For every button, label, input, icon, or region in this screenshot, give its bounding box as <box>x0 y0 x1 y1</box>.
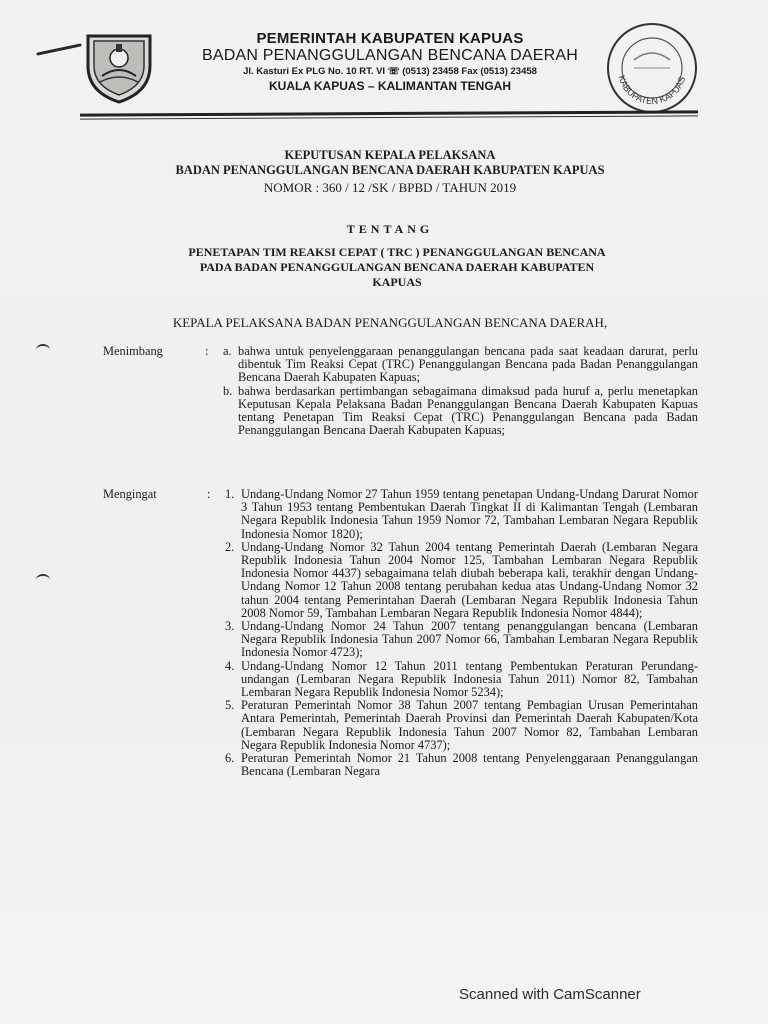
letterhead <box>190 30 590 93</box>
pen-mark <box>36 43 82 55</box>
decree-title <box>100 148 680 195</box>
item-marker: 5. <box>225 698 235 713</box>
decree-subject-line3: KAPUAS <box>372 275 422 289</box>
svg-text:KABUPATEN KAPUAS: KABUPATEN KAPUAS <box>616 74 688 107</box>
item-marker: b. <box>223 383 233 398</box>
item-text: Undang-Undang Nomor 32 Tahun 2004 tentang Pemerintah Daerah (Lembaran Negara Republik Indonesia Tahun 2004 Nomor 125, Tambahan Lembaran Negara Republik Indonesia Nomor 4437) sebagaimana telah diubah beberapa kali, terakhir dengan Undang-Undang Nomor 12 Tahun 2008 tentang perubahan kedua atas Undang-Undang Nomor 32 tahun 2004 tentang Pemerintahan Daerah (Lembaran Negara Republik Indonesia Tahun 2008 Nomor 59, Tambahan Lembaran Negara Republik Indonesia Nomor 4844); <box>241 539 698 620</box>
bpbd-stamp-logo <box>604 20 700 116</box>
decree-subject <box>112 245 682 290</box>
decree-subject-line2: PADA BADAN PENANGGULANGAN BENCANA DAERAH KABUPATEN <box>199 260 595 274</box>
letterhead-address: Jl. Kasturi Ex PLG No. 10 RT. VI ☏ (0513) 23458 Fax (0513) 23458 <box>243 66 537 77</box>
decree-title-line2: BADAN PENANGGULANGAN BENCANA DAERAH KABUPATEN KAPUAS <box>175 163 605 177</box>
decree-number: NOMOR : 360 / 12 /SK / BPBD / TAHUN 2019 <box>263 180 517 195</box>
punch-hole-mark <box>36 344 50 356</box>
tentang-heading: TENTANG <box>346 222 434 236</box>
decree-subject-line1: PENETAPAN TIM REAKSI CEPAT ( TRC ) PENANGGULANGAN BENCANA <box>188 245 606 259</box>
item-text: Peraturan Pemerintah Nomor 38 Tahun 2007 tentang Pembagian Urusan Pemerintahan Antara Pemerintah, Pemerintah Daerah Provinsi dan Pemerintah Daerah Kabupaten/Kota (Lembaran Negara Republik Indonesia Tahun 2007 Nomor 82, Tambahan Lembaran Negara Republik Indonesia Nomor 4737); <box>241 698 698 752</box>
mengingat-item <box>225 488 698 541</box>
item-text: Peraturan Pemerintah Nomor 21 Tahun 2008 tentang Penyelenggaraan Penanggulangan Bencana (Lembaran Negara <box>241 751 698 779</box>
menimbang-item <box>223 385 698 438</box>
mengingat-item <box>225 752 698 778</box>
mengingat-colon: : <box>207 487 211 501</box>
menimbang-item <box>223 345 698 385</box>
decree-title-line1: KEPUTUSAN KEPALA PELAKSANA <box>284 148 496 162</box>
item-text: Undang-Undang Nomor 12 Tahun 2011 tentang Pembentukan Peraturan Perundang-undangan (Lembaran Negara Republik Indonesia Tahun 2011) Nomor 82, Tambahan Lembaran Negara Republik Indonesia Nomor 5234); <box>241 658 698 700</box>
item-text: Undang-Undang Nomor 24 Tahun 2007 tentang penanggulangan bencana (Lembaran Negara Republik Indonesia Tahun 2007 Nomor 66, Tambahan Lembaran Negara Republik Indonesia Nomor 4723); <box>241 619 698 660</box>
item-text: bahwa untuk penyelenggaraan penanggulangan bencana pada saat keadaan darurat, perlu dibentuk Tim Reaksi Cepat (TRC) Penanggulangan Bencana pada Badan Penanggulangan Bencana Daerah Kabupaten Kapuas; <box>238 344 698 385</box>
item-text: bahwa berdasarkan pertimbangan sebagaimana dimaksud pada huruf a, perlu menetapkan Keputusan Kepala Pelaksana Badan Penanggulangan Bencana Daerah Kabupaten Kapuas tentang Penetapan Tim Reaksi Cepat (TRC) Penanggulangan Bencana pada Badan Penanggulangan Bencana Daerah Kabupaten Kapuas; <box>238 383 698 438</box>
mengingat-list <box>225 488 698 778</box>
item-marker: 3. <box>225 619 235 634</box>
menimbang-colon: : <box>205 344 209 358</box>
letterhead-government: PEMERINTAH KABUPATEN KAPUAS <box>256 30 524 47</box>
item-marker: 2. <box>225 539 235 554</box>
item-marker: 6. <box>225 751 235 766</box>
mengingat-item <box>225 699 698 752</box>
item-marker: a. <box>223 344 232 358</box>
mengingat-label: Mengingat <box>103 487 157 501</box>
item-text: Undang-Undang Nomor 27 Tahun 1959 tentang penetapan Undang-Undang Darurat Nomor 3 Tahun 1953 tentang Pembentukan Daerah Tingkat II di Kalimantan Tengah (Lembaran Negara Republik Indonesia Tahun 1959 Nomor 72, Tambahan Lembaran Negara Republik Indonesia Nomor 1820); <box>241 487 698 541</box>
menimbang-label: Menimbang <box>103 344 163 358</box>
letterhead-city: KUALA KAPUAS – KALIMANTAN TENGAH <box>269 79 511 93</box>
kapuas-crest-logo <box>80 30 158 104</box>
scanner-watermark: Scanned with CamScanner <box>459 986 641 1003</box>
mengingat-item <box>225 620 698 660</box>
item-marker: 4. <box>225 658 235 673</box>
punch-hole-mark <box>36 574 50 586</box>
issuing-official: KEPALA PELAKSANA BADAN PENANGGULANGAN BENCANA DAERAH, <box>172 315 608 330</box>
mengingat-item <box>225 541 698 620</box>
mengingat-item <box>225 660 698 700</box>
letterhead-agency: BADAN PENANGGULANGAN BENCANA DAERAH <box>202 47 578 64</box>
item-marker: 1. <box>225 487 235 501</box>
menimbang-list <box>223 345 698 437</box>
